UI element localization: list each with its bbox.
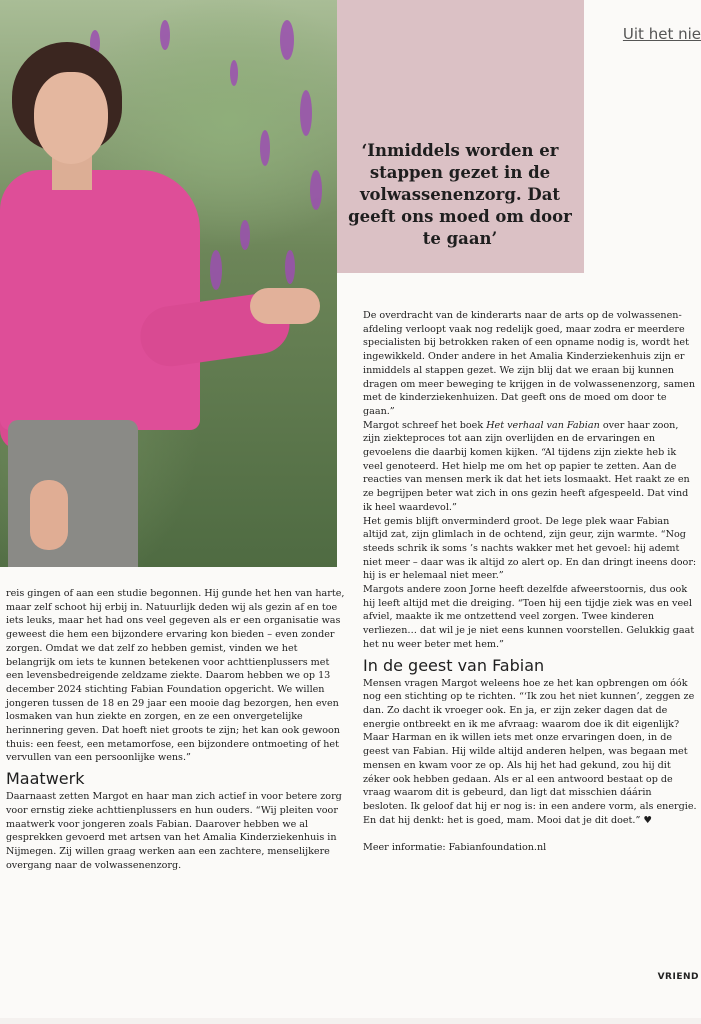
paragraph: Mensen vragen Margot weleens hoe ze het kan opbrengen om óók nog een stichting op te richten. “‘Ik zou het niet kunnen’, zeggen ze dan. Zo dacht ik vroeger ook. En ja, er zijn zeker dagen dat de energie ontbreekt en ik me afvraag: waarom doe ik dit eigenlijk? Maar Harman en ik willen iets met onze ervaringen doen, in de geest van Fabian. Hij wilde altijd anderen helpen, was begaan met mensen en kwam voor ze op. Als hij het had gekund, zou hij dit zéker ook hebben gedaan. Als er al een antwoord bestaat op de vraag waarom dit is gebeurd, dan ligt dat misschien dáárin besloten. Ik geloof dat hij er nog is: in een andere vorm, als energie. En dat hij denkt: het is goed, mam. Mooi dat je dit doet.” ♥ xyxy=(363,677,697,826)
paragraph: De overdracht van de kinderarts naar de arts op de volwassenenafdeling verloopt vaak nog redelijk goed, maar zodra er meerdere specialisten bij betrokken raken of een opname nodig is, wordt het ingewikkeld. Onder andere in het Amalia Kinderziekenhuis zijn er inmiddels al stappen gezet. We zijn blij dat we eraan bij kunnen dragen om meer beweging te krijgen in de volwassenenzorg, samen met de kinderziekenhuizen. Dat geeft ons de moed om door te gaan.” xyxy=(363,310,696,417)
paragraph: reis gingen of aan een studie begonnen. Hij gunde het hen van harte, maar zelf schoot hij erbij in. Natuurlijk deden wij als gezin af en toe iets leuks, maar het had ons veel gegeven als er een organisatie was geweest die hem een bijzondere ervaring kon bieden – even zonder zorgen. Omdat we dat zelf zo hebben gemist, vinden we het belangrijk om iets te kunnen betekenen voor achttienplussers met een levensbedreigende zeldzame ziekte. Daarom hebben we op 13 december 2024 stichting Fabian Foundation opgericht. We willen jongeren tussen de 18 en 29 jaar een mooie dag bezorgen, hen even losmaken van hun ziekte en zorgen, en ze een onvergetelijke herinnering geven. Dat hoeft niet groots te zijn; het kan ook gewoon thuis: een feest, een metamorfose, een bijzondere ontmoeting of het vervullen van een persoonlijke wens.” xyxy=(6,588,345,764)
book-title: Het verhaal van Fabian xyxy=(486,419,600,431)
footer-mark: VRIEND xyxy=(657,972,699,982)
subheading: Maatwerk xyxy=(6,769,85,789)
portrait-photo xyxy=(0,0,337,567)
section-label: Uit het nie xyxy=(622,25,701,43)
info-line: Meer informatie: Fabianfoundation.nl xyxy=(363,842,547,854)
paragraph: Margot schreef het boek Het verhaal van Fabian over haar zoon, zijn ziekteproces tot aan zijn overlijden en de ervaringen en gevoelens die daarbij komen kijken. “Al tijdens zijn ziekte heb ik veel genoteerd. Het hielp me om het op papier te zetten. Aan de reacties van mensen merk ik dat het iets losmaakt. Het raakt ze en ze begrijpen beter wat zich in ons gezin heeft afgespeeld. Dat vind ik heel waardevol.” xyxy=(363,419,690,513)
paragraph: Het gemis blijft onverminderd groot. De lege plek waar Fabian altijd zat, zijn glimlach in de ochtend, zijn geur, zijn warmte. “Nog steeds schrik ik soms ’s nachts wakker met het gevoel: hij ademt niet meer – daar was ik altijd zo alert op. En dan dringt ineens door: hij is er helemaal niet meer.” xyxy=(363,515,697,582)
subheading: In de geest van Fabian xyxy=(363,655,545,675)
left-column xyxy=(6,587,347,872)
right-column xyxy=(363,309,697,855)
paragraph: Margots andere zoon Jorne heeft dezelfde afweerstoornis, dus ook hij leeft altijd met die dreiging. “Toen hij een tijdje ziek was en veel afviel, maakte ik me ontzettend veel zorgen. Twee kinderen verliezen… dat wil je je niet eens kunnen voorstellen. Gelukkig gaat het nu weer beter met hem.” xyxy=(363,584,695,650)
paragraph: Daarnaast zetten Margot en haar man zich actief in voor betere zorg voor ernstig zieke achttienplussers en hun ouders. “Wij pleiten voor maatwerk voor jongeren zoals Fabian. Daarover hebben we al gesprekken gevoerd met artsen van het Amalia Kinderziekenhuis in Nijmegen. Zij willen graag werken aan een zachtere, menselijkere overgang naar de volwassenenzorg. xyxy=(6,791,342,871)
pull-quote: ‘Inmiddels worden er stappen gezet in de volwassenenzorg. Dat geeft ons moed om door te gaan’ xyxy=(348,141,572,248)
